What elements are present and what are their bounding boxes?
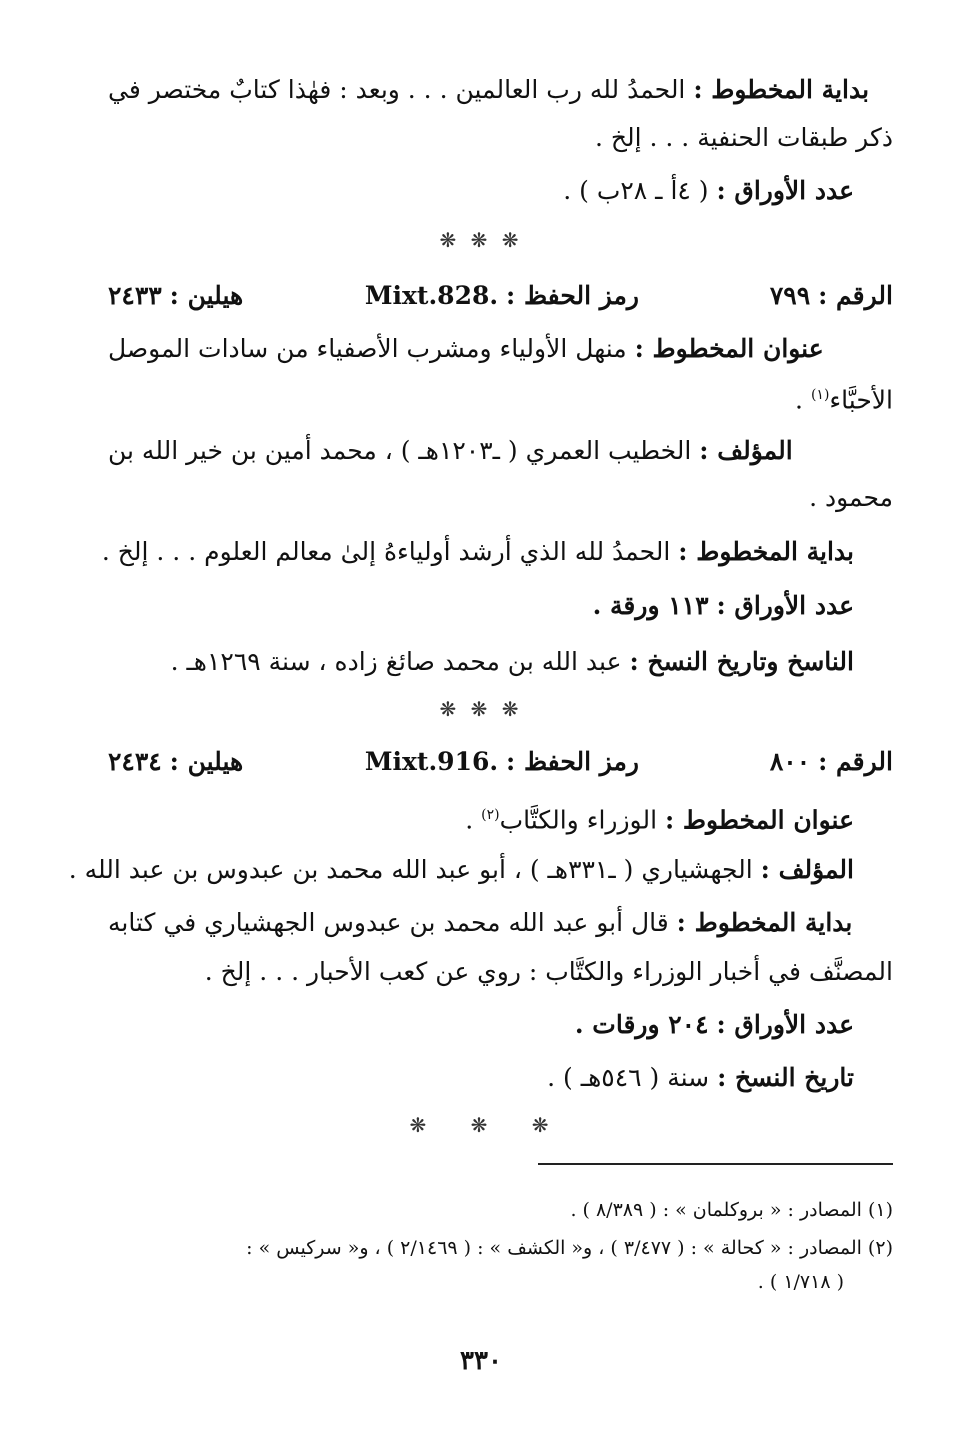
entry-800-title-label: عنوان المخطوط : <box>664 805 854 835</box>
entry-800-start-line-1 <box>108 906 852 940</box>
entry-799-title-line-1 <box>108 332 824 366</box>
entry-800-code: رمز الحفظ : Mixt.916. <box>364 747 639 776</box>
entry-800-start-label: بداية المخطوط : <box>676 908 853 937</box>
footnote-2-line-1: (٢) المصادر : « كحالة » : ( ٣/٤٧٧ ) ، و« الكشف » : ( ٢/١٤٦٩ ) ، و« سركيس » : <box>246 1237 893 1259</box>
divider-stars-3: ❋ ❋ ❋ <box>409 1113 553 1137</box>
divider-stars-2: ❋ ❋ ❋ <box>439 697 523 721</box>
entry-799-number: الرقم : ٧٩٩ <box>769 281 893 310</box>
prev-leaves <box>563 174 854 208</box>
entry-800-heilin: هيلين : ٢٤٣٤ <box>108 747 244 776</box>
entry-800-header <box>108 745 893 779</box>
entry-800-leaves <box>575 1008 854 1042</box>
entry-799-author-text-2: محمود . <box>809 483 893 512</box>
prev-start-line-1 <box>108 73 869 107</box>
entry-799-start <box>102 535 854 569</box>
entry-799-copyist-text: عبد الله بن محمد صائغ زاده ، سنة ١٢٦٩هـ . <box>170 647 622 676</box>
entry-799-leaves-label: عدد الأوراق : <box>716 591 854 620</box>
entry-799-copyist <box>171 645 854 679</box>
prev-start-label: بداية المخطوط : <box>693 75 870 104</box>
footnote-ref-2[interactable]: (٢) <box>481 807 500 823</box>
footnote-separator <box>538 1163 893 1165</box>
entry-799-author-label: المؤلف : <box>699 436 793 465</box>
entry-800-title: عنوان المخطوط : الوزراء والكتَّاب$^{(٢)}$ . <box>465 805 854 835</box>
entry-799-leaves-value: ١١٣ ورقة . <box>592 591 709 620</box>
footnote-ref-1[interactable]: (١) <box>810 387 830 403</box>
divider-stars-1: ❋ ❋ ❋ <box>439 228 523 252</box>
footnote-2-line-2: ( ١/٧١٨ ) . <box>757 1271 844 1293</box>
prev-start-text-1: الحمدُ لله رب العالمين . . . وبعد : فهٰذا كتابٌ مختصر في <box>108 75 686 104</box>
entry-800-author-label: المؤلف : <box>760 855 854 884</box>
entry-799-code: رمز الحفظ : Mixt.828. <box>364 281 639 310</box>
entry-800-date <box>547 1061 854 1095</box>
prev-start-text-2: ذكر طبقات الحنفية . . . إلخ . <box>594 123 893 152</box>
page-number: ٣٣٠ <box>460 1346 502 1376</box>
entry-799-author-text-1: الخطيب العمري ( ـ١٢٠٣هـ ) ، محمد أمين بن خير الله بن <box>108 436 692 465</box>
entry-799-leaves <box>593 589 854 623</box>
entry-799-heilin: هيلين : ٢٤٣٣ <box>108 281 244 310</box>
entry-800-start-text-1: قال أبو عبد الله محمد بن عبدوس الجهشياري في كتابه <box>108 908 669 937</box>
entry-799-header <box>108 279 893 313</box>
entry-800-date-label: تاريخ النسخ : <box>717 1063 854 1092</box>
entry-800-start-text-2: المصنَّف في أخبار الوزراء والكتَّاب : روي عن كعب الأحبار . . . إلخ . <box>204 957 893 986</box>
entry-799-title-line-2: الأحبَّاء$^{(١)}$ . <box>795 385 893 415</box>
footnote-1: (١) المصادر : « بروكلمان » : ( ٨/٣٨٩ ) . <box>570 1199 893 1221</box>
prev-leaves-label: عدد الأوراق : <box>716 176 854 205</box>
entry-799-copyist-label: الناسخ وتاريخ النسخ : <box>629 647 854 676</box>
entry-800-leaves-label: عدد الأوراق : <box>716 1010 854 1039</box>
entry-799-title-label: عنوان المخطوط : <box>634 334 824 363</box>
entry-799-title-text-1: منهل الأولياء ومشرب الأصفياء من سادات الموصل <box>108 334 627 363</box>
entry-800-leaves-value: ٢٠٤ ورقات . <box>574 1010 709 1039</box>
entry-799-start-text: الحمدُ لله الذي أرشد أولياءهُ إلىٰ معالم العلوم . . . إلخ . <box>101 537 671 566</box>
entry-800-author-text: الجهشياري ( ـ٣٣١هـ ) ، أبو عبد الله محمد بن عبدوس بن عبد الله . <box>68 855 753 884</box>
entry-799-start-label: بداية المخطوط : <box>678 537 854 566</box>
prev-leaves-value: ( ٤أ ـ ٢٨ب ) . <box>563 176 709 205</box>
entry-800-date-text: سنة ( ٥٤٦هـ ) . <box>547 1063 710 1092</box>
entry-800-author <box>69 853 854 887</box>
entry-800-number: الرقم : ٨٠٠ <box>769 747 893 776</box>
entry-799-author-line-1 <box>108 434 793 468</box>
